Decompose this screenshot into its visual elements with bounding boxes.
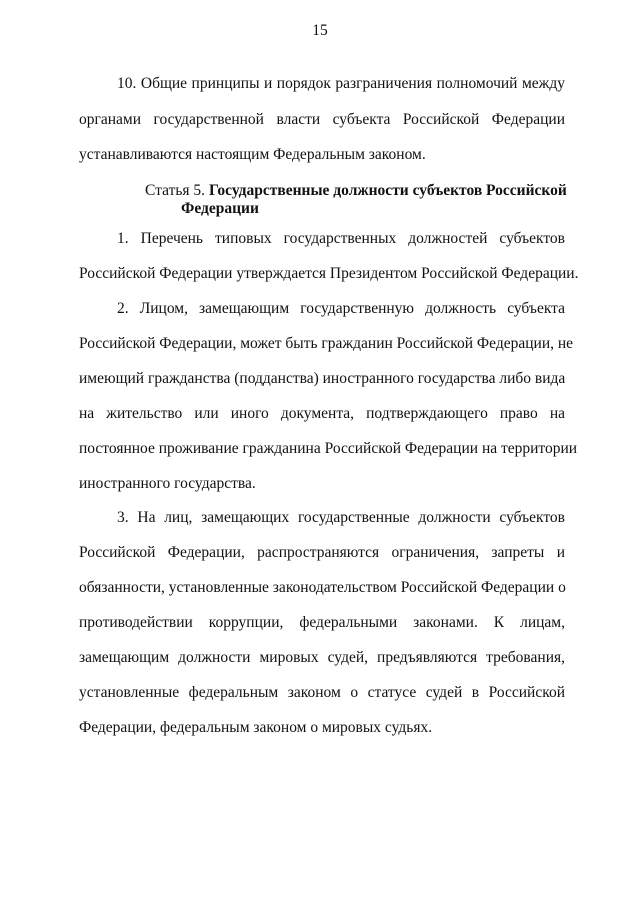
text-line: постоянное проживание гражданина Российской Федерации на территории [79, 440, 578, 457]
article-title-continued: Федерации [181, 200, 259, 217]
text-line: Российской Федерации, может быть гражданин Российской Федерации, не [79, 335, 574, 352]
article-heading-line [145, 181, 567, 201]
text-line: на жительство или иного документа, подтверждающего право на [79, 405, 565, 422]
text-line: 10. Общие принципы и порядок разграничения полномочий между [117, 75, 565, 92]
text-line: Российской Федерации, распространяются ограничения, запреты и [79, 544, 565, 561]
page-number: 15 [312, 22, 328, 39]
article-title: Государственные должности субъектов Российской [208, 182, 567, 199]
text-line: Российской Федерации утверждается Президентом Российской Федерации. [79, 265, 579, 282]
text-line: органами государственной власти субъекта Российской Федерации [79, 111, 565, 128]
article-label: Статья 5. [145, 182, 206, 199]
text-line: обязанности, установленные законодательством Российской Федерации о [79, 579, 566, 596]
text-line: 3. На лиц, замещающих государственные должности субъектов [117, 509, 565, 526]
text-line: имеющий гражданства (подданства) иностранного государства либо вида [79, 370, 566, 387]
text-line: иностранного государства. [79, 475, 256, 492]
text-line: Федерации, федеральным законом о мировых судьях. [79, 719, 433, 736]
text-line: 2. Лицом, замещающим государственную должность субъекта [117, 300, 565, 317]
text-line: 1. Перечень типовых государственных должностей субъектов [117, 230, 565, 247]
text-line: замещающим должности мировых судей, предъявляются требования, [79, 649, 565, 666]
text-line: устанавливаются настоящим Федеральным законом. [79, 146, 426, 163]
text-line: противодействии коррупции, федеральными законами. К лицам, [79, 614, 565, 631]
text-line: установленные федеральным законом о статусе судей в Российской [79, 684, 565, 701]
